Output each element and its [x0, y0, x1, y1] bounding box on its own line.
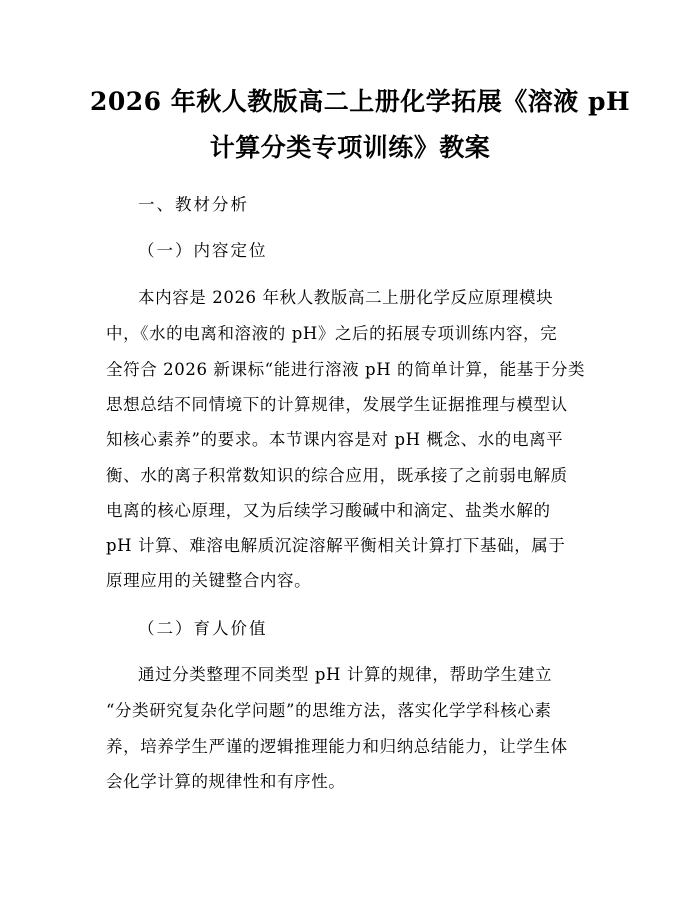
paragraph-line: 知核心素养”的要求。本节课内容是对 pH 概念、水的电离平	[106, 430, 564, 449]
paragraph-line: 通过分类整理不同类型 pH 计算的规律，帮助学生建立	[138, 665, 553, 684]
paragraph-line: 思想总结不同情境下的计算规律，发展学生证据推理与模型认	[106, 395, 568, 414]
paragraph-line: 会化学计算的规律性和有序性。	[106, 772, 346, 791]
paragraph-line: 衡、水的离子积常数知识的综合应用，既承接了之前弱电解质	[106, 466, 568, 485]
paragraph-line: 养，培养学生严谨的逻辑推理能力和归纳总结能力，让学生体	[106, 737, 568, 756]
paragraph-line: 原理应用的关键整合内容。	[106, 571, 312, 590]
paragraph-line: 全符合 2026 新课标“能进行溶液 pH 的简单计算，能基于分类	[106, 360, 586, 379]
paragraph-line: pH 计算、难溶电解质沉淀溶解平衡相关计算打下基础，属于	[106, 536, 566, 555]
document-title-line-1: 2026 年秋人教版高二上册化学拓展《溶液 pH	[90, 87, 631, 116]
paragraph-line: 电离的核心原理，又为后续学习酸碱中和滴定、盐类水解的	[106, 501, 551, 520]
paragraph-line: 中，《水的电离和溶液的 pH》之后的拓展专项训练内容，完	[106, 324, 558, 343]
document-title-line-2: 计算分类专项训练》教案	[209, 133, 491, 162]
section-heading: 一、教材分析	[138, 195, 249, 214]
subsection-heading-content-positioning: （一）内容定位	[138, 241, 268, 260]
paragraph-line: 本内容是 2026 年秋人教版高二上册化学反应原理模块	[138, 288, 554, 307]
subsection-heading-educational-value: （二）育人价值	[138, 619, 268, 638]
paragraph-line: “分类研究复杂化学问题”的思维方法，落实化学学科核心素	[106, 701, 552, 720]
